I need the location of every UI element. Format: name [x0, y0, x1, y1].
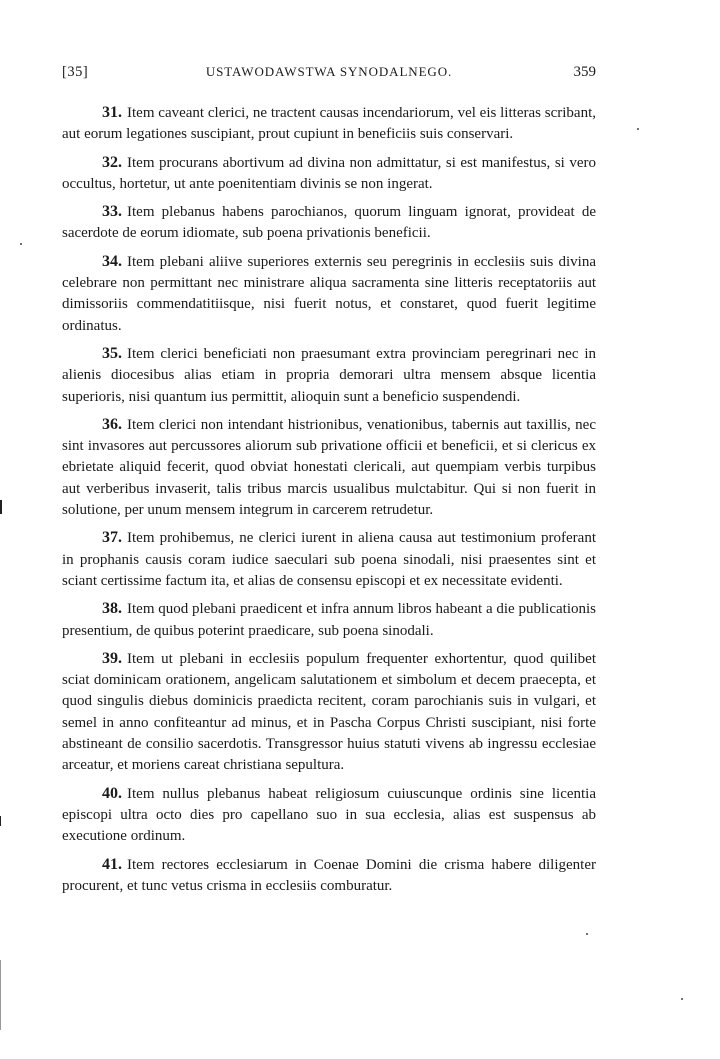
- paragraph-number: 32.: [102, 153, 122, 171]
- section-reference: [35]: [62, 64, 89, 80]
- paragraph-31: [62, 102, 596, 146]
- paragraph-32: [62, 152, 596, 196]
- scan-edge-mark: [0, 500, 2, 514]
- paragraph-number: 39.: [102, 649, 122, 667]
- paragraph-number: 41.: [102, 855, 122, 873]
- scan-speck: [20, 243, 22, 245]
- paragraph-text: Item rectores ecclesiarum in Coenae Domini die crisma habere diligenter procurent, et tunc vetus crisma in ecclesiis comburatur.: [62, 856, 596, 894]
- scan-speck: [586, 933, 588, 935]
- paragraph-text: Item caveant clerici, ne tractent causas incendariorum, vel eis litteras scribant, aut eorum legationes suscipiant, prout cupiunt in beneficiis suis conservari.: [62, 105, 596, 143]
- paragraph-38: [62, 598, 596, 642]
- paragraph-number: 40.: [102, 784, 122, 802]
- paragraph-33: [62, 201, 596, 245]
- paragraph-text: Item quod plebani praedicent et infra annum libros habeant a die publicationis presentium, de quibus poterint praedicare, sub poena sinodali.: [62, 601, 596, 639]
- paragraph-text: Item plebanus habens parochianos, quorum linguam ignorat, provideat de sacerdote de eorum idiomate, sub poena privationis beneficii.: [62, 204, 596, 242]
- paragraph-34: [62, 251, 596, 337]
- paragraph-text: Item clerici beneficiati non praesumant extra provinciam peregrinari nec in alienis diocesibus alias etiam in propria demorari ultra mensem absque licentia superioris, nisi quantum ius permittit, alioquin sunt a beneficio suspendendi.: [62, 345, 596, 405]
- paragraph-number: 31.: [102, 104, 122, 121]
- paragraph-number: 38.: [102, 600, 122, 618]
- running-title: USTAWODAWSTWA SYNODALNEGO.: [205, 64, 453, 79]
- scan-speck: [637, 128, 639, 130]
- scan-edge-mark: [0, 960, 1, 1030]
- paragraph-number: 37.: [102, 529, 122, 547]
- paragraph-number: 36.: [102, 415, 122, 433]
- paragraph-number: 35.: [102, 344, 122, 362]
- page-number: 359: [573, 64, 596, 80]
- scan-speck: [681, 998, 683, 1000]
- paragraph-number: 33.: [102, 203, 122, 221]
- paragraph-37: [62, 527, 596, 592]
- paragraph-40: [62, 783, 596, 848]
- paragraph-text: Item prohibemus, ne clerici iurent in aliena causa aut testimonium proferant in prophanis causis coram iudice saeculari sub poena sinodali, nisi praesentes sint et sciant certissime factum ita, et alias de consensu episcopi et ex necessitate evidenti.: [62, 530, 596, 589]
- paragraph-text: Item plebani aliive superiores externis seu peregrinis in ecclesiis suis divina celebrare non permittant nec ministrare aliqua sacramenta sine litteris receptatoriis aut dimissoriis commendatitiisque, nisi fuerit notus, et constaret, quod fuerit legitime ordinatus.: [62, 253, 596, 334]
- paragraph-text: Item ut plebani in ecclesiis populum frequenter exhortentur, quod quilibet sciat dominicam orationem, angelicam salutationem et simbolum et decem praecepta, et quod singulis diebus dominicis praedicta recitent, coram parochianis suis in vulgari, et semel in anno confiteantur ad minus, et in Pascha Corpus Christi suscipiant, nisi forte abstineant de consilio sacerdotis. Transgressor huius statuti vivens ab ingressu ecclesiae arceatur, et moriens careat christiana sepultura.: [62, 650, 596, 774]
- paragraph-41: [62, 854, 596, 898]
- page-header: [62, 64, 596, 86]
- paragraph-number: 34.: [102, 252, 122, 270]
- paragraph-text: Item nullus plebanus habeat religiosum cuiuscunque ordinis sine licentia episcopi ultra octo dies pro capellano suo in sua ecclesia, alias est suspensus ab executione ordinum.: [62, 785, 596, 845]
- paragraph-text: Item procurans abortivum ad divina non admittatur, si est manifestus, si vero occultus, hortetur, ut ante poenitentiam divinis se non ingerat.: [62, 154, 596, 192]
- scan-edge-mark: [0, 816, 1, 826]
- paragraph-36: [62, 414, 596, 521]
- page-body: [62, 102, 596, 903]
- paragraph-35: [62, 343, 596, 408]
- paragraph-text: Item clerici non intendant histrionibus, venationibus, tabernis aut taxillis, nec sint invasores aut percussores aliorum sub privatione officii et beneficii, et si clericus ex ebrietate aliquid fecerit, quod obviat honestati clericali, aut quempiam verbis turpibus aut verberibus invaserit, talis tribus marcis usualibus mulctabitur. Qui si non fuerit in solutione, per unum mensem integrum in carcerem retrudetur.: [62, 416, 596, 519]
- paragraph-39: [62, 648, 596, 777]
